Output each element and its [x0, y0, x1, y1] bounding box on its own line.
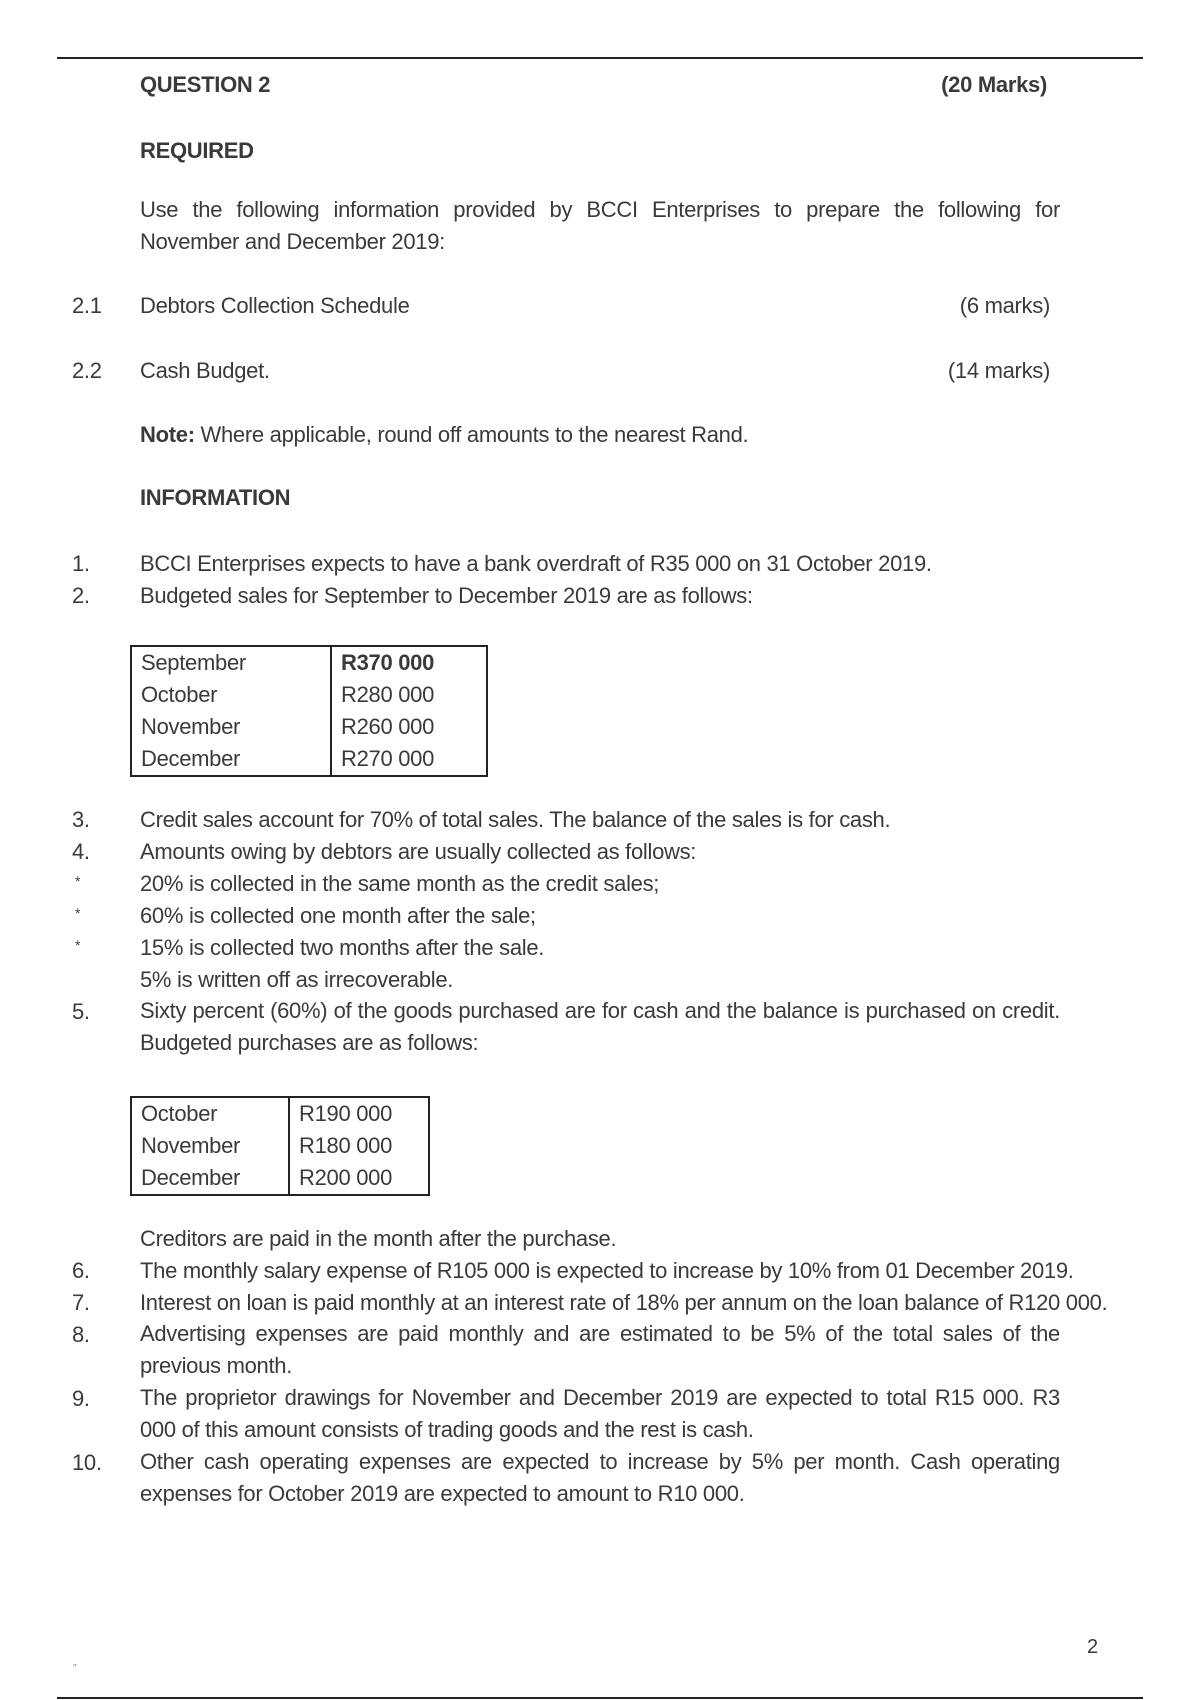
- bullet-item: 20% is collected in the same month as the credit sales;: [140, 871, 660, 896]
- info-item-number: 7.: [72, 1290, 90, 1315]
- table-row: [131, 646, 487, 679]
- table-row: [131, 1097, 429, 1130]
- info-item-9: The proprietor drawings for November and December 2019 are expected to total R15 000. R3 000 of this amount consists of trading goods and the rest is cash.: [140, 1385, 1060, 1442]
- purchase-amount: R180 000: [299, 1133, 393, 1158]
- info-item-5: Sixty percent (60%) of the goods purchased are for cash and the balance is purchased on credit. Budgeted purchases are as follows:: [140, 998, 1060, 1055]
- required-heading: REQUIRED: [140, 138, 254, 163]
- table-row: [131, 679, 487, 711]
- purchase-amount: R200 000: [299, 1165, 393, 1190]
- info-item-10: Other cash operating expenses are expected to increase by 5% per month. Cash operating expenses for October 2019 are expected to amount to R10 000.: [140, 1449, 1060, 1506]
- required-item-label: Cash Budget.: [140, 358, 270, 383]
- purchases-table: [130, 1096, 430, 1196]
- info-item-4: Amounts owing by debtors are usually collected as follows:: [140, 839, 697, 864]
- info-item-3: Credit sales account for 70% of total sales. The balance of the sales is for cash.: [140, 807, 891, 832]
- bottom-rule: [57, 1697, 1143, 1699]
- sales-month: December: [131, 743, 331, 776]
- bullet-mark: *: [75, 905, 81, 921]
- sales-month: September: [131, 646, 331, 679]
- info-item-1: BCCI Enterprises expects to have a bank overdraft of R35 000 on 31 October 2019.: [140, 551, 932, 576]
- info-item-8: Advertising expenses are paid monthly and are estimated to be 5% of the total sales of the previous month.: [140, 1321, 1060, 1378]
- info-item-number: 2.: [72, 583, 90, 608]
- info-item-6: The monthly salary expense of R105 000 is expected to increase by 10% from 01 December 2019.: [140, 1258, 1074, 1283]
- required-item-number: 2.2: [72, 358, 102, 383]
- sales-month: November: [131, 711, 331, 743]
- bullet-item: 60% is collected one month after the sale;: [140, 903, 536, 928]
- required-item-marks: (14 marks): [947, 358, 1050, 383]
- purchase-month: December: [131, 1162, 289, 1195]
- note-label: Note:: [140, 422, 195, 447]
- sales-month: October: [131, 679, 331, 711]
- table-row: [131, 711, 487, 743]
- writeoff-text: 5% is written off as irrecoverable.: [140, 967, 454, 992]
- required-item-label: Debtors Collection Schedule: [140, 293, 410, 318]
- corner-mark: ″: [73, 1663, 77, 1674]
- bullet-mark: *: [75, 937, 81, 953]
- info-item-number: 10.: [72, 1450, 102, 1475]
- note: [140, 422, 748, 448]
- info-item-number: 9.: [72, 1386, 90, 1411]
- info-item-number: 1.: [72, 551, 90, 576]
- table-row: [131, 743, 487, 776]
- creditors-note: Creditors are paid in the month after the purchase.: [140, 1226, 617, 1251]
- info-item-2: Budgeted sales for September to December 2019 are as follows:: [140, 583, 753, 608]
- info-item-number: 6.: [72, 1258, 90, 1283]
- info-item-number: 4.: [72, 839, 90, 864]
- sales-amount: R270 000: [341, 746, 435, 771]
- page-number: 2: [1087, 1636, 1098, 1658]
- sales-amount: R370 000: [341, 650, 435, 675]
- note-text: Where applicable, round off amounts to the nearest Rand.: [200, 422, 749, 447]
- question-title: QUESTION 2: [140, 72, 271, 97]
- info-item-number: 5.: [72, 999, 90, 1024]
- purchase-month: November: [131, 1130, 289, 1162]
- bullet-item: 15% is collected two months after the sale.: [140, 935, 545, 960]
- purchase-month: October: [131, 1097, 289, 1130]
- sales-amount: R260 000: [341, 714, 435, 739]
- info-item-7: Interest on loan is paid monthly at an interest rate of 18% per annum on the loan balance of R120 000.: [140, 1290, 1108, 1315]
- required-instruction: Use the following information provided by BCCI Enterprises to prepare the following for November and December 2019:: [140, 197, 1060, 254]
- sales-amount: R280 000: [341, 682, 435, 707]
- info-item-number: 3.: [72, 807, 90, 832]
- required-item-number: 2.1: [72, 293, 102, 318]
- required-item-marks: (6 marks): [959, 293, 1050, 318]
- info-item-number: 8.: [72, 1322, 90, 1347]
- information-heading: INFORMATION: [140, 485, 291, 510]
- table-row: [131, 1130, 429, 1162]
- bullet-mark: *: [75, 873, 81, 889]
- table-row: [131, 1162, 429, 1195]
- sales-table: [130, 645, 488, 777]
- purchase-amount: R190 000: [299, 1101, 393, 1126]
- top-rule: [57, 57, 1143, 59]
- total-marks: (20 Marks): [941, 72, 1047, 97]
